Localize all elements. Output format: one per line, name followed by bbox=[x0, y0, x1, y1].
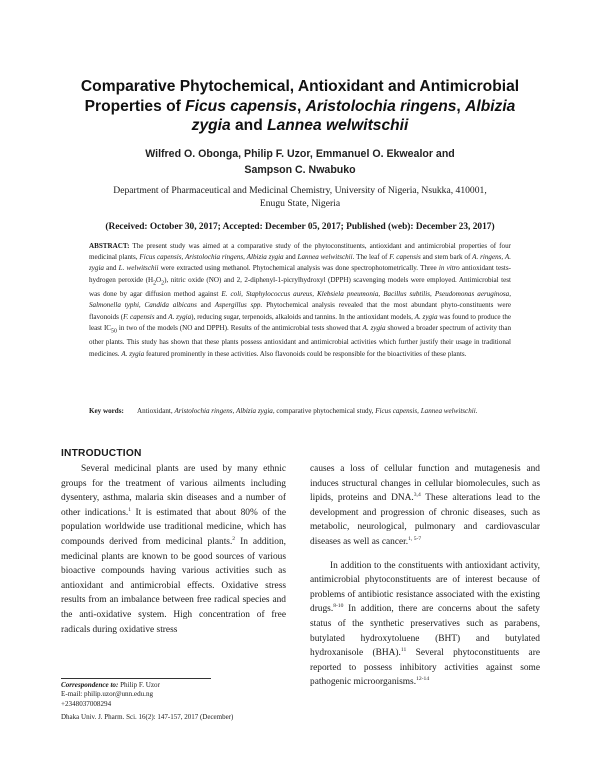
abstract-text: and bbox=[196, 301, 215, 310]
author-list bbox=[100, 146, 500, 178]
keywords-text bbox=[137, 406, 511, 417]
abstract-species: A. zygia bbox=[121, 349, 145, 358]
abstract-text: and bbox=[154, 312, 169, 321]
title-species: Lannea welwitschii bbox=[267, 117, 409, 135]
citation: 1 bbox=[128, 506, 132, 513]
title-text: , bbox=[296, 97, 306, 115]
affiliation bbox=[110, 184, 490, 210]
abstract-species: A. zygia bbox=[168, 312, 192, 321]
title-text: Properties of bbox=[84, 97, 186, 115]
paper-title bbox=[50, 77, 550, 136]
body-text: It is estimated that about 80% of the population worldwide use traditional medicine, which has compounds derived from medicinal plants. bbox=[61, 507, 286, 547]
abstract-text: and bbox=[103, 264, 119, 273]
body-text: Several phytoconstituents are reported to possess inhibitory activities against some pathogenic microorganisms. bbox=[310, 648, 541, 688]
authors-line-2: Sampson C. Nwabuko bbox=[244, 164, 356, 176]
keywords-label: Key words: bbox=[89, 407, 124, 415]
citation: 2 bbox=[232, 535, 236, 542]
abstract-text: and stem bark of bbox=[420, 253, 473, 262]
title-species: Ficus capensis bbox=[185, 97, 297, 115]
correspondence-line bbox=[61, 681, 286, 690]
body-text: In addition, there are concerns about the safety status of the synthetic preservatives such as parabens, butylated hydroxytoluene (BHT) and butylated hydroxanisole (BHA). bbox=[310, 604, 540, 659]
intro-paragraph-2 bbox=[310, 559, 540, 690]
body-text: In addition to the constituents with antioxidant activity, antimicrobial phytoconstituents are of interest because of problems of antibiotic resistance associated with the existing drugs. bbox=[310, 560, 540, 615]
abstract-text: featured prominently in these activities. Also flavonoids could be responsible for the bioactivities of these plants. bbox=[144, 349, 467, 358]
keyword-species: Aristolochia ringens, Albizia zygia, bbox=[174, 407, 275, 415]
correspondence-note bbox=[61, 681, 286, 709]
abstract-subscript: 2 bbox=[153, 280, 157, 287]
abstract-text: O bbox=[156, 275, 162, 284]
authors-line-1: Wilfred O. Obonga, Philip F. Uzor, Emmanuel O. Ekwealor and bbox=[145, 148, 455, 160]
citation: 11 bbox=[400, 647, 407, 653]
correspondence-label: Correspondence to: bbox=[61, 681, 119, 689]
abstract bbox=[89, 241, 511, 360]
abstract-text: showed a broader spectrum of activity than other plants. This study has shown that these plants possess antioxidant and antimicrobial activities which further justify their usage in traditional medicines. bbox=[89, 323, 512, 358]
abstract-text: Phytochemical analysis revealed that the most abundant phyto-constituents were flavonoids ( bbox=[89, 301, 511, 321]
abstract-term: in vitro bbox=[438, 264, 460, 273]
right-column bbox=[310, 462, 540, 690]
body-text: In addition, medicinal plants are known to be good sources of various bioactive compounds having various activities such as antioxidant and antimicrobial effects. Oxidative stress results from an imbalance between free radical species and the anti-oxidative system. High concentration of free radicals during oxidative stress bbox=[61, 536, 286, 635]
citation: 1, 5-7 bbox=[408, 535, 422, 542]
intro-paragraph-1 bbox=[61, 462, 286, 637]
left-column bbox=[61, 462, 286, 637]
affiliation-line-2: Enugu State, Nigeria bbox=[259, 198, 341, 209]
footnote-divider bbox=[61, 678, 211, 679]
journal-citation: Dhaka Univ. J. Pharm. Sci. 16(2): 147-157, 2017 (December) bbox=[61, 713, 234, 721]
correspondence-phone: +2348037008294 bbox=[61, 699, 112, 708]
title-text: and bbox=[230, 117, 268, 135]
abstract-text: antioxidant tests-hydrogen peroxide (H bbox=[89, 264, 512, 284]
abstract-species: F. capensis bbox=[123, 312, 155, 321]
abstract-species: Aspergillus spp. bbox=[214, 301, 263, 310]
keyword: comparative phytochemical study, bbox=[274, 407, 376, 415]
keywords bbox=[89, 406, 511, 417]
abstract-text: were extracted using methanol. Phytochemical analysis was done spectrophotometrically. Three bbox=[158, 264, 439, 273]
abstract-text: was found to produce the least IC bbox=[89, 312, 512, 332]
abstract-species: A. ringens, A. zygia bbox=[89, 253, 512, 273]
abstract-text: ), reducing sugar, terpenoids, alkaloids and tannins. In the antioxidant models, bbox=[191, 312, 415, 321]
abstract-species: Lannea welwitschii bbox=[297, 253, 353, 262]
intro-paragraph-1-cont bbox=[310, 462, 540, 550]
keyword: Antioxidant, bbox=[137, 407, 175, 415]
abstract-subscript: 50 bbox=[111, 328, 117, 335]
title-line-1: Comparative Phytochemical, Antioxidant and Antimicrobial bbox=[80, 78, 520, 95]
title-species: Albizia bbox=[465, 97, 516, 115]
body-text: These alterations lead to the development and progression of chronic diseases, such as metabolic, neurological, pulmonary and cardiovascular diseases as well as cancer. bbox=[310, 493, 540, 547]
keyword-species: Ficus capensis, Lannea welwitschii. bbox=[375, 407, 478, 415]
title-species: zygia bbox=[191, 117, 231, 135]
abstract-species: F. capensis bbox=[389, 253, 421, 262]
abstract-species: Ficus capensis, Aristolochia ringens, Albizia zygia bbox=[139, 253, 284, 262]
section-heading-introduction: INTRODUCTION bbox=[61, 448, 142, 459]
title-text: , bbox=[456, 97, 466, 115]
abstract-species: A. zygia bbox=[362, 323, 386, 332]
title-line-3 bbox=[50, 116, 550, 136]
body-text: causes a loss of cellular function and mutagenesis and induces structural changes in cellular biomolecules, such as lipids, proteins and DNA. bbox=[310, 464, 540, 504]
abstract-subscript: 2 bbox=[161, 280, 165, 287]
citation: 3,4 bbox=[413, 492, 421, 499]
abstract-species: E. coli, Staphylococcus aureus, Klebsiela pneumonia, Bacillus subtilis, Pseudomonas aeruginosa, Salmonella typhi, Candida albicans bbox=[89, 290, 511, 310]
correspondence-name: Philip F. Uzor bbox=[118, 681, 160, 689]
correspondence-email[interactable]: E-mail: philip.uzor@unn.edu.ng bbox=[61, 690, 154, 699]
publication-dates: (Received: October 30, 2017; Accepted: December 05, 2017; Published (web): December 23, 2017) bbox=[105, 222, 495, 232]
abstract-species: L. welwitschii bbox=[118, 264, 159, 273]
body-text: Several medicinal plants are used by many ethnic groups for the treatment of various ailments including dysentery, asthma, malaria skin diseases and a number of other indications. bbox=[61, 464, 286, 518]
abstract-label: ABSTRACT: bbox=[89, 242, 130, 250]
title-line-2 bbox=[50, 97, 550, 117]
title-species: Aristolochia ringens bbox=[305, 97, 457, 115]
abstract-text: in two of the models (NO and DPPH). Results of the antimicrobial tests showed that bbox=[116, 323, 363, 332]
abstract-text: and bbox=[283, 253, 298, 262]
affiliation-line-1: Department of Pharmaceutical and Medicinal Chemistry, University of Nigeria, Nsukka, 410001, bbox=[113, 185, 487, 196]
abstract-species: A. zygia bbox=[414, 312, 438, 321]
abstract-text: The present study was aimed at a comparative study of the phytoconstituents, antioxidant and antimicrobial properties of four medicinal plants, bbox=[89, 242, 511, 262]
citation: 8-10 bbox=[333, 603, 344, 610]
abstract-text: ), nitric oxide (NO) and 2, 2-diphenyl-1-picrylhydroxyl (DPPH) scavenging models were employed. Antimicrobial test was done by agar diffusion method against bbox=[89, 275, 511, 299]
citation: 12-14 bbox=[416, 676, 430, 683]
abstract-text: . The leaf of bbox=[352, 253, 390, 262]
